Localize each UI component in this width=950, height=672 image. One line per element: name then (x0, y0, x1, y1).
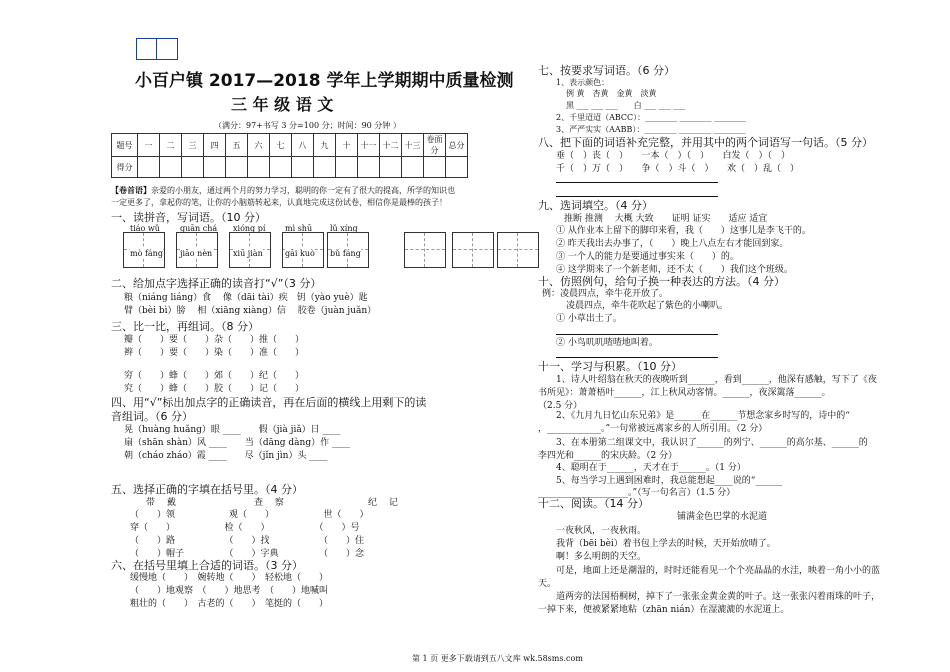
score-cell: 十三 (402, 134, 424, 157)
passage-line: 一夜秋风，一夜秋雨。 (556, 526, 647, 536)
q2-title: 二、给加点字选择正确的读音打“√”（3 分） (111, 277, 322, 290)
q5-title: 五、选择正确的字填在括号里。（4 分） (111, 483, 303, 496)
score-cell: 三 (182, 134, 204, 157)
passage-line: 可是，地面上还是潮湿的，时时还能看见一个个亮晶晶的水洼，映着一角小小的蓝 (556, 566, 881, 576)
exam-meta: （满分：97+书写 3 分=100 分；时间：90 分钟 ） (214, 121, 401, 130)
q5-row: （ ）路 （ ）找 （ ）住 (130, 536, 365, 546)
q11-title: 十一、学习与积累。（10 分） (538, 360, 682, 373)
passage-line: 啊！多么明朗的天空。 (556, 552, 647, 562)
q6-row: 缓慢地（ ） 婉转地（ ） 轻松地（ ） (130, 573, 329, 583)
passage-line: 一掉下来，便被紧紧地粘（zhān nián）在湿漉漉的水泥道上。 (538, 605, 790, 615)
answer-line[interactable] (556, 334, 718, 335)
q8-line: 垂（ ）丧（ ） 一本（ ）（ ） 白发（ ）（ ） (556, 151, 791, 161)
writing-box[interactable] (404, 232, 446, 268)
q4-row: 晃（huàng huǎng）眼 ____ 假（jià jiǎ）日 ____ (124, 425, 341, 435)
score-cell: 二 (160, 134, 182, 157)
q3-row: 辫（ ）要（ ）染（ ）准（ ） (124, 348, 305, 358)
q3-row: 穷（ ）蜂（ ）郊（ ）纪（ ） (124, 371, 305, 381)
q11-line: 4、聪明在于______，天才在于______。（1 分） (556, 463, 746, 473)
q11-line: 2、《九月九日忆山东兄弟》是______在______节想念家乡时写的，诗中的“ (556, 411, 850, 421)
q6-row: （ ）地观察 （ ）地思考 （ ）地喊叫 (130, 586, 329, 596)
writing-box[interactable] (497, 232, 539, 268)
score-cell: 得分 (112, 157, 138, 178)
score-cell: 题号 (112, 134, 138, 157)
score-cell: 一 (138, 134, 160, 157)
score-input-cell[interactable] (204, 157, 226, 178)
q5-row: （ ）帽子 （ ）字典 （ ）念 (130, 549, 365, 559)
q7-line: 黑 ___ ___ ___ 白 ___ ___ ___ (566, 101, 686, 110)
score-input-cell[interactable] (138, 157, 160, 178)
score-input-cell[interactable] (336, 157, 358, 178)
q4-row: 扇（shān shàn）风 ____ 当（dāng dàng）作 ____ (124, 438, 350, 448)
pinyin: xiū jiàn (233, 249, 263, 258)
q11-line: （2.5 分） (538, 401, 583, 411)
score-cell: 四 (204, 134, 226, 157)
q6-row: 粗壮的（ ） 古老的（ ） 笔挺的（ ） (130, 599, 329, 609)
q11-line: 5、每当学习上遇到困难时，我总能想起____说的“______ (556, 476, 783, 486)
q8-title: 八、把下面的词语补充完整，并用其中的两个词语写一句话。（5 分） (538, 136, 873, 149)
q2-line: 臂（bèi bì）膀 相（xiāng xiàng）信 胶卷（juàn juǎn） (124, 306, 377, 316)
q5-head: 纪 记 (368, 498, 398, 508)
q3-title: 三、比一比，再组词。（8 分） (111, 320, 259, 333)
score-cell: 六 (248, 134, 270, 157)
q8-line: 千（ ）万（ ） 争（ ）斗（ ） 欢（ ）乱（ ） (556, 164, 800, 174)
q10-line: ① 小草出土了。 (556, 314, 622, 324)
score-input-cell[interactable] (314, 157, 336, 178)
q2-line: 粮（niáng liáng）食 像（dāi tài）疾 钥（yào yuè）匙 (124, 293, 368, 303)
passage-line: 天。 (538, 579, 557, 589)
score-input-cell[interactable] (402, 157, 424, 178)
score-table (111, 133, 468, 178)
score-cell: 卷面分 (424, 134, 446, 157)
q11-line: 1、诗人叶绍翁在秋天的夜晚听到______，看到______，他深有感触，写下了《夜 (556, 375, 877, 385)
pinyin: gāi kuò (285, 249, 315, 258)
score-cell: 总分 (446, 134, 468, 157)
passage-title: 铺满金色巴掌的水泥道 (677, 512, 768, 522)
q10-line: 例：凌晨四点，牵牛花开放了。 (542, 289, 669, 299)
q4-row: 朝（cháo zháo）霞 ____ 尽（jǐn jìn）头 ____ (124, 451, 328, 461)
q9-row: ③ 一个人的能力是要通过事实来（ ）的。 (556, 252, 739, 262)
q7-line: 例 黄 杏黄 金黄 淡黄 (566, 89, 657, 98)
score-cell: 十 (336, 134, 358, 157)
exam-subtitle: 三 年 级 语 文 (231, 95, 334, 114)
score-input-cell[interactable] (380, 157, 402, 178)
q9-row: ④ 这学期来了一个新老师，还不太（ ）我们这个班级。 (556, 265, 793, 275)
q7-line: 1、表示颜色： (556, 78, 610, 87)
intro-line-1 (111, 185, 455, 196)
q1-title: 一、读拼音，写词语。（10 分） (111, 211, 266, 224)
q11-line: 书所见》：萧萧梧叶______，江上秋风动客情。______，夜深篱落______。 (538, 388, 831, 398)
pinyin: jiāo nèn (180, 249, 213, 258)
q3-row: 瓣（ ）要（ ）杂（ ）推（ ） (124, 335, 305, 345)
q6-title: 六、在括号里填上合适的词语。（3 分） (111, 559, 303, 572)
pinyin: bǔ fáng (330, 249, 361, 258)
answer-line[interactable] (556, 196, 718, 197)
score-input-cell[interactable] (226, 157, 248, 178)
q10-line: 凌晨四点，牵牛花吹起了紫色的小喇叭。 (566, 301, 729, 311)
pinyin: lǔ xíng (330, 224, 358, 233)
writing-box[interactable] (452, 232, 494, 268)
q10-title: 十、仿照例句，给句子换一种表达的方法。（4 分） (538, 275, 785, 288)
corner-box (136, 38, 178, 60)
q11-line: 3、在本册第二组课文中，我认识了______的列宁、______的高尔基、______的 (556, 438, 868, 448)
score-cell: 十二 (380, 134, 402, 157)
pinyin: mò fáng (130, 249, 163, 258)
q9-title: 九、选词填空。（4 分） (538, 199, 653, 212)
score-input-cell[interactable] (424, 157, 446, 178)
q5-row: 穿（ ） 检（ ） （ ）号 (130, 523, 360, 533)
score-input-cell[interactable] (358, 157, 380, 178)
answer-line[interactable] (556, 357, 718, 358)
score-input-cell[interactable] (270, 157, 292, 178)
q5-head: 带 戴 (146, 498, 176, 508)
score-cell: 十一 (358, 134, 380, 157)
pinyin: guān chá (180, 224, 218, 233)
score-input-cell[interactable] (160, 157, 182, 178)
q11-line: ____________________。”（写一句名言）（1.5 分） (538, 488, 736, 498)
passage-line: 道两旁的法国梧桐树，掉下了一张张金黄金黄的叶子。这一张张闪着雨珠的叶子， (556, 592, 881, 602)
exam-title: 小百户镇 2017—2018 学年上学期期中质量检测 (135, 71, 514, 91)
q3-row: 究（ ）蜂（ ）胶（ ）记（ ） (124, 384, 305, 394)
passage-line: 我背（bēi bèi）着书包上学去的时候，天开始放晴了。 (556, 539, 776, 549)
intro-label: 【卷首语】 (111, 185, 151, 195)
score-cell: 八 (292, 134, 314, 157)
score-input-cell[interactable] (248, 157, 270, 178)
pinyin: mì shū (285, 224, 313, 233)
q10-line: ② 小鸟叽叽喳喳地叫着。 (556, 338, 658, 348)
q4-title: 音组词。（6 分） (111, 410, 193, 423)
q5-row: （ ）领 观（ ） 世（ ） (130, 510, 369, 520)
pinyin: tiáo wǔ (130, 224, 160, 233)
score-input-cell[interactable] (446, 157, 468, 178)
q9-words: 推断 推测 大概 大致 证明 证实 适应 适宜 (564, 214, 768, 224)
q7-title: 七、按要求写词语。（6 分） (538, 64, 675, 77)
q7-line: 2、千里迢迢（ABCC）：________ ________ ________ (556, 113, 747, 122)
q11-line: ，____________。”一句常被远离家乡的人所引用。（2 分） (538, 424, 768, 434)
intro-text: 亲爱的小朋友，通过两个月的努力学习，聪明的你一定有了很大的提高，所学的知识也 (151, 186, 455, 195)
score-cell: 七 (270, 134, 292, 157)
answer-line[interactable] (556, 182, 718, 183)
q5-head: 查 察 (254, 498, 284, 508)
q9-row: ② 昨天我出去办事了，（ ）晚上八点左右才能回到家。 (556, 239, 789, 249)
page-footer: 第 1 页 更多下载请到五八文库 wk.58sms.com (412, 654, 583, 663)
intro-line-2: 一定更多了，拿起你的笔，让你的小脑筋转起来，认真地完成这份试卷，相信你是最棒的孩子！ (111, 198, 447, 207)
q9-row: ① 从作业本上留下的脚印来看，我（ ）这事儿是李飞干的。 (556, 226, 811, 236)
q7-line: 3、严严实实（AABB）：________ ________ ________ (556, 125, 746, 134)
score-input-cell[interactable] (182, 157, 204, 178)
pinyin: xióng pí (233, 224, 266, 233)
q12-title: 十二、阅读。（14 分） (538, 497, 649, 510)
score-cell: 五 (226, 134, 248, 157)
score-input-cell[interactable] (292, 157, 314, 178)
q4-title: 四、用“√”标出加点字的正确读音，再在后面的横线上用剩下的读 (111, 396, 427, 409)
score-cell: 九 (314, 134, 336, 157)
q11-line: 李四光和______的宋庆龄。（2 分） (538, 451, 678, 461)
